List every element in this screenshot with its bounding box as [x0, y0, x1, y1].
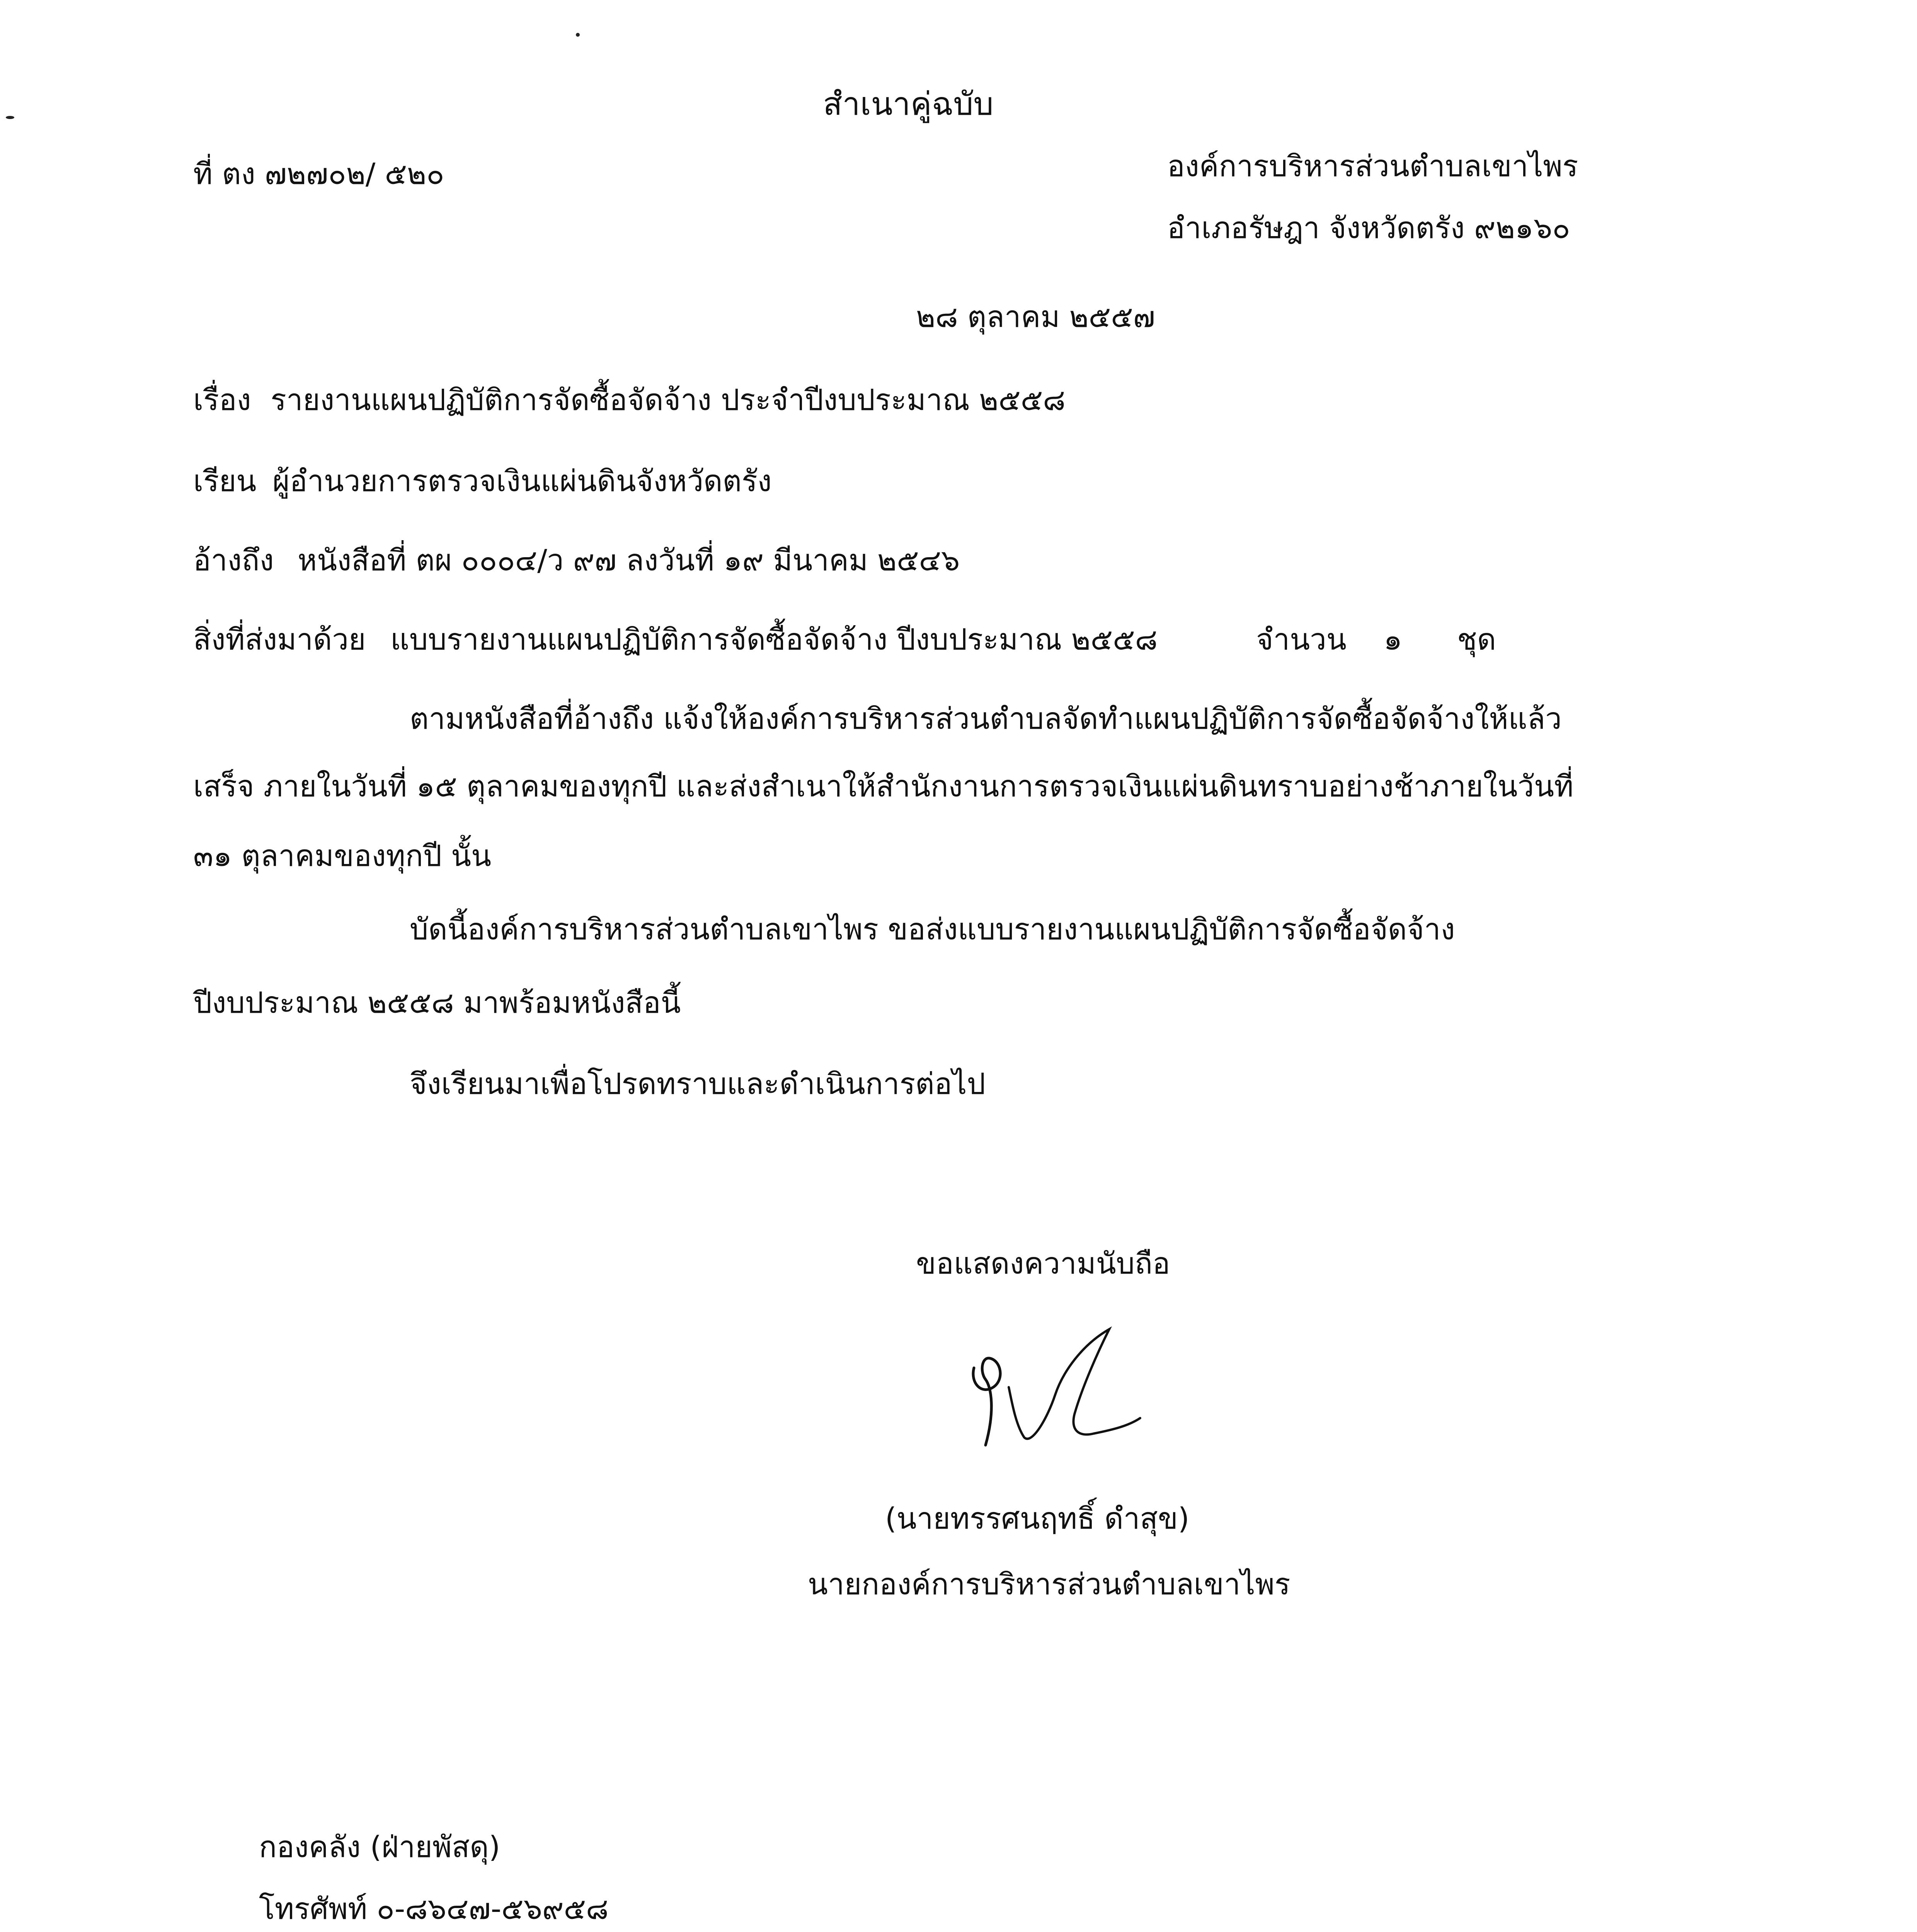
enclosure-unit: ชุด — [1457, 622, 1496, 656]
paragraph-1-line-2: เสร็จ ภายในวันที่ ๑๕ ตุลาคมของทุกปี และส่งสำเนาให้สำนักงานการตรวจเงินแผ่นดินทราบอย่างช้าภายในวันที่ — [193, 769, 1574, 803]
paragraph-3: จึงเรียนมาเพื่อโปรดทราบและดำเนินการต่อไป — [410, 1066, 986, 1101]
enclosure-label: สิ่งที่ส่งมาด้วย — [193, 622, 366, 656]
scan-speck — [6, 116, 14, 119]
subject-value: รายงานแผนปฏิบัติการจัดซื้อจัดจ้าง ประจำปีงบประมาณ ๒๕๕๘ — [271, 383, 1066, 417]
phone-number: โทรศัพท์ ๐-๘๖๔๗-๕๖๙๕๘ — [259, 1891, 609, 1926]
enclosure-count-value: ๑ — [1384, 622, 1403, 656]
handwritten-signature — [958, 1321, 1152, 1461]
organization-address: อำเภอรัษฎา จังหวัดตรัง ๙๒๑๖๐ — [1167, 211, 1570, 245]
subject-label: เรื่อง — [193, 383, 251, 417]
reference-number: ที่ ตง ๗๒๗๐๒/ ๕๒๐ — [193, 156, 444, 191]
signer-title: นายกองค์การบริหารส่วนตำบลเขาไพร — [808, 1567, 1290, 1601]
department-name: กองคลัง (ฝ่ายพัสดุ) — [259, 1830, 501, 1864]
paragraph-2-line-2: ปีงบประมาณ ๒๕๕๘ มาพร้อมหนังสือนี้ — [193, 985, 681, 1020]
recipient-value: ผู้อำนวยการตรวจเงินแผ่นดินจังหวัดตรัง — [272, 464, 772, 498]
organization-name: องค์การบริหารส่วนตำบลเขาไพร — [1167, 149, 1578, 183]
reference-label: อ้างถึง — [193, 543, 274, 577]
paragraph-1-line-3: ๓๑ ตุลาคมของทุกปี นั้น — [193, 838, 492, 873]
closing-phrase: ขอแสดงความนับถือ — [916, 1246, 1170, 1281]
reference-value: หนังสือที่ ตผ ๐๐๐๔/ว ๙๗ ลงวันที่ ๑๙ มีนาคม ๒๕๔๖ — [298, 543, 960, 577]
enclosure-value: แบบรายงานแผนปฏิบัติการจัดซื้อจัดจ้าง ปีงบประมาณ ๒๕๕๘ — [390, 622, 1158, 656]
document-title: สำเนาคู่ฉบับ — [823, 86, 994, 122]
paragraph-1-line-1: ตามหนังสือที่อ้างถึง แจ้งให้องค์การบริหารส่วนตำบลจัดทำแผนปฏิบัติการจัดซื้อจัดจ้างให้แล้ว — [410, 701, 1562, 736]
recipient-label: เรียน — [193, 464, 257, 498]
enclosure-count-label: จำนวน — [1256, 622, 1347, 656]
scan-speck — [576, 33, 580, 37]
paragraph-2-line-1: บัดนี้องค์การบริหารส่วนตำบลเขาไพร ขอส่งแบบรายงานแผนปฏิบัติการจัดซื้อจัดจ้าง — [410, 912, 1455, 946]
signer-name: (นายทรรศนฤทธิ์ ดำสุข) — [885, 1501, 1190, 1536]
document-date: ๒๘ ตุลาคม ๒๕๕๗ — [916, 299, 1155, 334]
